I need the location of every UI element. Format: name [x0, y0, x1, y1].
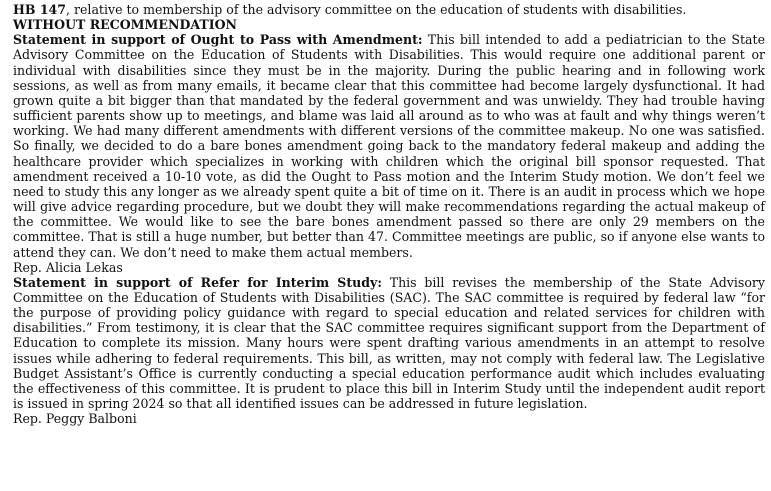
bill-header-line: [13, 2, 765, 17]
bill-number: HB 147: [13, 2, 67, 17]
statement-body: This bill revises the membership of the State Advisory Committee on the Education of Students with Disabilities (SAC). The SAC committee is required by federal law “for the purpose of providing policy guidance with regard to special education and related services for children with disabilities.” From testimony, it is clear that the SAC committee requires significant support from the Department of Education to complete its mission. Many hours were spent drafting various amendments in an attempt to resolve issues while adhering to federal requirements. This bill, as written, may not comply with federal law. The Legislative Budget Assistant’s Office is currently conducting a special education performance audit which includes evaluating the effectiveness of this committee. It is prudent to place this bill in Interim Study until the independent audit report is issued in spring 2024 so that all identified issues can be addressed in future legislation.: [13, 274, 765, 412]
recommendation-line: WITHOUT RECOMMENDATION: [13, 17, 237, 33]
statement-body: This bill intended to add a pediatrician to the State Advisory Committee on the Education of Students with Disabilities. This would require one additional parent or individual with disabilities since they must be in the majority. During the public hearing and in following work sessions, as well as from many emails, it became clear that this committee had become largely dysfunctional. It had grown quite a bit bigger than that mandated by the federal government and was unwieldy. They had trouble having sufficient parents show up to meetings, and blame was laid all around as to who was at fault and why things weren’t working. We had many different amendments with different versions of the committee makeup. No one was satisfied. So finally, we decided to do a bare bones amendment going back to the mandatory federal makeup and adding the healthcare provider which specializes in working with children which the original bill sponsor requested. That amendment received a 10-10 vote, as did the Ought to Pass motion and the Interim Study motion. We don’t feel we need to study this any longer as we already spent quite a bit of time on it. There is an audit in process which we hope will give advice regarding procedure, but we doubt they will make recommendations regarding the actual makeup of the committee. We would like to see the bare bones amendment passed so there are only 29 members on the committee. That is still a huge number, but better than 47. Committee meetings are public, so if anyone else wants to attend they can. We don’t need to make them actual members.: [13, 32, 766, 260]
signature-lekas: Rep. Alicia Lekas: [13, 259, 123, 275]
bill-description: , relative to membership of the advisory committee on the education of students with disabilities.: [66, 2, 687, 17]
statement-heading: Statement in support of Refer for Interim Study:: [13, 274, 382, 290]
committee-report-document: [13, 2, 765, 426]
statement-interim-study: [13, 275, 765, 411]
signature-balboni: Rep. Peggy Balboni: [13, 411, 137, 427]
statement-heading: Statement in support of Ought to Pass with Amendment:: [13, 32, 423, 48]
statement-ought-to-pass: [13, 32, 765, 259]
